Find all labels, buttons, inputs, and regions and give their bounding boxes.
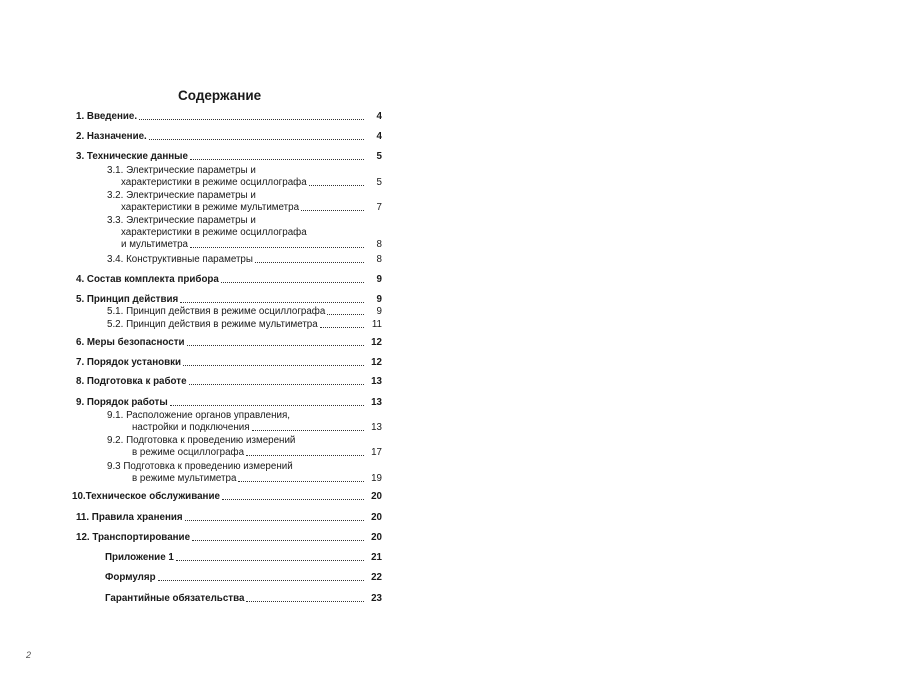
toc-entry-label: 4. Состав комплекта прибора [76,274,219,285]
toc-entry-page: 20 [371,512,382,523]
toc-entry-label: 9.3 Подготовка к проведению измерений [107,461,293,472]
toc-entry-label: 5.2. Принцип действия в режиме мультиметра [107,319,318,330]
toc-entry-label: Формуляр [105,572,156,583]
toc-entry-page: 11 [371,319,382,330]
toc-entry-page: 8 [376,254,382,265]
toc-subentry [107,190,382,214]
toc-entry-label: 3.1. Электрические параметры и [107,165,256,176]
toc-entry-page: 4 [376,131,382,142]
toc-entry-label: характеристики в режиме осциллографа [121,227,307,238]
toc-entry [76,131,382,143]
page-number: 2 [26,650,32,660]
toc-entry-page: 8 [376,239,382,250]
toc-subentry [107,461,382,485]
toc-subentry [107,319,382,331]
toc-entry [105,552,382,564]
toc-title: Содержание [178,88,262,103]
toc-entry-label: в режиме мультиметра [132,473,237,484]
toc-entry-label: 9.2. Подготовка к проведению измерений [107,435,296,446]
toc-entry [76,274,382,286]
toc-entry [76,376,382,388]
toc-entry-label: 3.2. Электрические параметры и [107,190,256,201]
toc-entry-page: 5 [376,151,382,162]
toc-entry [76,532,382,544]
toc-entry [76,294,382,306]
toc-entry-label: 3.3. Электрические параметры и [107,215,256,226]
toc-subentry [107,435,382,459]
toc-entry-label: 1. Введение. [76,111,138,122]
toc-entry-page: 9 [376,306,382,317]
toc-entry-page: 17 [371,447,382,458]
toc-entry [76,337,382,349]
toc-entry-page: 9 [376,294,382,305]
toc-entry-label: 9.1. Расположение органов управления, [107,410,291,421]
toc-entry [72,491,382,503]
toc-entry-label: 12. Транспортирование [76,532,191,543]
toc-entry-label: 5. Принцип действия [76,294,179,305]
toc-entry-page: 7 [376,202,382,213]
toc-entry-label: 6. Меры безопасности [76,337,185,348]
toc-entry [76,151,382,163]
toc-entry-label: в режиме осциллографа [132,447,245,458]
toc-entry-page: 23 [371,593,382,604]
toc-entry-label: настройки и подключения [132,422,250,433]
toc-entry-label: характеристики в режиме мультиметра [121,202,300,213]
toc-entry-page: 4 [376,111,382,122]
toc-entry-page: 21 [371,552,382,563]
toc-entry [76,111,382,123]
toc-entry [76,397,382,409]
toc-subentry [107,165,382,189]
toc-entry [76,512,382,524]
toc-entry-page: 22 [371,572,382,583]
toc-entry-page: 5 [376,177,382,188]
toc-entry-label: 8. Подготовка к работе [76,376,187,387]
toc-entry-label: Гарантийные обязательства [105,593,245,604]
toc-entry-page: 19 [371,473,382,484]
toc-subentry [107,410,382,434]
toc-entry-label: 10.Техническое обслуживание [72,491,220,502]
toc-entry [105,572,382,584]
toc-subentry [107,306,382,318]
toc-entry-page: 13 [371,422,382,433]
toc-entry-label: характеристики в режиме осциллографа [121,177,307,188]
toc-entry [105,593,382,605]
toc-subentry [107,215,382,251]
toc-entry-label: 2. Назначение. [76,131,147,142]
toc-entry-page: 9 [376,274,382,285]
toc-entry-page: 13 [371,397,382,408]
toc-entry-label: 3.4. Конструктивные параметры [107,254,253,265]
toc-entry-label: 9. Порядок работы [76,397,168,408]
toc-entry-page: 20 [371,532,382,543]
toc-entry [76,357,382,369]
toc-entry-page: 13 [371,376,382,387]
toc-entry-page: 20 [371,491,382,502]
toc-entry-page: 12 [371,337,382,348]
toc-entry-label: 7. Порядок установки [76,357,182,368]
toc-entry-label: 11. Правила хранения [76,512,183,523]
toc-entry-label: Приложение 1 [105,552,174,563]
toc-entry-label: 5.1. Принцип действия в режиме осциллографа [107,306,326,317]
toc-entry-label: и мультиметра [121,239,188,250]
toc-entry-page: 12 [371,357,382,368]
toc-subentry [107,254,382,266]
toc-entry-label: 3. Технические данные [76,151,188,162]
